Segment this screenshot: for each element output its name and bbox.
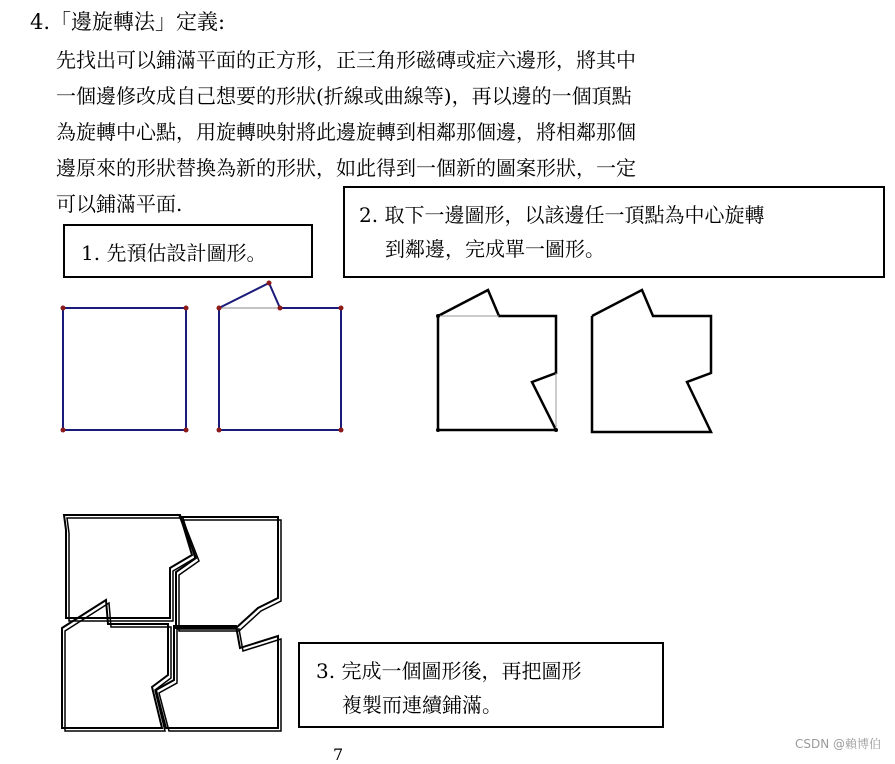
figure-initial-square-vertices bbox=[61, 306, 189, 433]
figure-modified-edge-vertices bbox=[217, 281, 344, 433]
page-number: 7 bbox=[333, 745, 344, 764]
figure-rotated-edge bbox=[438, 290, 556, 430]
tessellation-figure bbox=[62, 515, 281, 731]
tessellation-tile-bottom-right bbox=[156, 626, 281, 731]
figure-modified-edge-square bbox=[219, 283, 341, 430]
definition-line: 一個邊修改成自己想要的形狀(折線或曲線等)，再以邊的一個頂點 bbox=[56, 84, 632, 108]
step2-caption-line1: 2. 取下一邊圖形，以該邊任一頂點為中心旋轉 bbox=[359, 203, 765, 227]
step3-caption-box bbox=[298, 642, 664, 728]
definition-line: 可以鋪滿平面. bbox=[56, 192, 183, 216]
tessellation-tile-bottom-left bbox=[62, 600, 171, 731]
watermark: CSDN @賴博伯 bbox=[794, 737, 881, 751]
definition-line: 邊原來的形狀替換為新的形狀，如此得到一個新的圖案形狀，一定 bbox=[56, 156, 636, 180]
step3-caption-line2: 複製而連續鋪滿。 bbox=[342, 693, 502, 717]
step2-caption-box bbox=[343, 186, 885, 278]
step3-caption-line1: 3. 完成一個圖形後，再把圖形 bbox=[316, 659, 582, 683]
step1-caption-box bbox=[63, 224, 313, 278]
definition-line: 先找出可以鋪滿平面的正方形，正三角形磁磚或症六邊形，將其中 bbox=[56, 48, 636, 72]
definition-line: 為旋轉中心點，用旋轉映射將此邊旋轉到相鄰那個邊，將相鄰那個 bbox=[56, 120, 636, 144]
tessellation-tile-top-right bbox=[176, 517, 281, 631]
figure-initial-square bbox=[63, 308, 186, 430]
figure-rotated-edge-vertices bbox=[436, 314, 558, 432]
step1-caption: 1. 先預估設計圖形。 bbox=[81, 241, 267, 265]
section-heading: 4.「邊旋轉法」定義: bbox=[30, 10, 226, 34]
figure-final-tile bbox=[592, 290, 711, 432]
step2-caption-line2: 到鄰邊，完成單一圖形。 bbox=[385, 237, 605, 261]
